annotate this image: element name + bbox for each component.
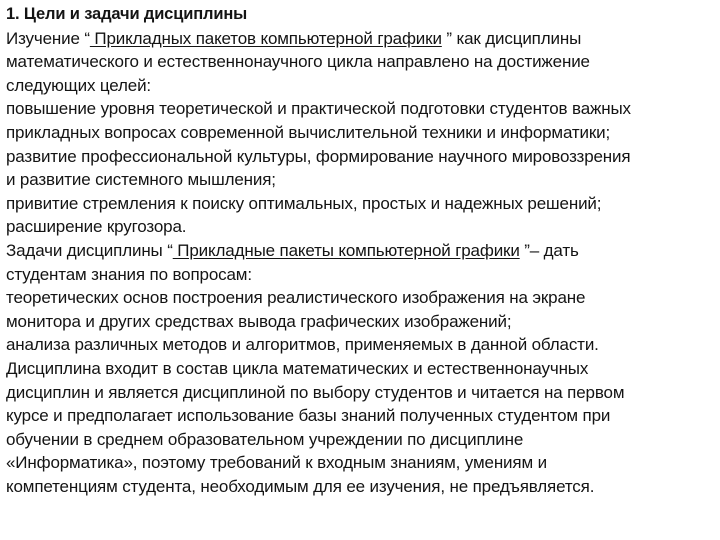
document-body — [6, 3, 714, 498]
tasks-line — [6, 239, 714, 263]
goal-line: прикладных вопросах современной вычислительной техники и информатики; — [6, 122, 611, 142]
paragraph-line: дисциплин и является дисциплиной по выбору студентов и читается на первом — [6, 382, 625, 402]
goal-line: и развитие системного мышления; — [6, 170, 276, 190]
document-title: 1. Цели и задачи дисциплины — [6, 5, 248, 23]
intro-suffix: ” как дисциплины — [441, 28, 582, 48]
goal-line: привитие стремления к поиску оптимальных, простых и надежных решений; — [6, 193, 602, 213]
tasks-suffix: ”– дать — [519, 240, 579, 260]
paragraph-line: компетенциям студента, необходимым для ее изучения, не предъявляется. — [6, 476, 595, 496]
course-name-underlined: Прикладных пакетов компьютерной графики — [89, 28, 442, 48]
paragraph-line: следующих целей: — [6, 75, 152, 95]
paragraph-line: математического и естественнонаучного цикла направлено на достижение — [6, 52, 590, 72]
paragraph-line: обучении в среднем образовательном учреждении по дисциплине — [6, 429, 524, 449]
paragraph-line: «Информатика», поэтому требований к входным знаниям, умениям и — [6, 453, 547, 473]
paragraph-line: студентам знания по вопросам: — [6, 264, 252, 284]
paragraph-line: Дисциплина входит в состав цикла математических и естественнонаучных — [6, 358, 589, 378]
goal-line: развитие профессиональной культуры, формирование научного мировоззрения — [6, 146, 631, 166]
intro-prefix: Изучение “ — [6, 28, 90, 48]
task-line: теоретических основ построения реалистического изображения на экране — [6, 288, 586, 308]
intro-line — [6, 27, 714, 51]
task-line: монитора и других средствах вывода графических изображений; — [6, 311, 512, 331]
goal-line: повышение уровня теоретической и практической подготовки студентов важных — [6, 99, 631, 119]
paragraph-line: курсе и предполагает использование базы знаний полученных студентом при — [6, 406, 611, 426]
goal-line: расширение кругозора. — [6, 217, 187, 237]
tasks-course-name-underlined: Прикладные пакеты компьютерной графики — [172, 240, 520, 260]
tasks-prefix: Задачи дисциплины “ — [6, 240, 173, 260]
task-line: анализа различных методов и алгоритмов, применяемых в данной области. — [6, 335, 599, 355]
